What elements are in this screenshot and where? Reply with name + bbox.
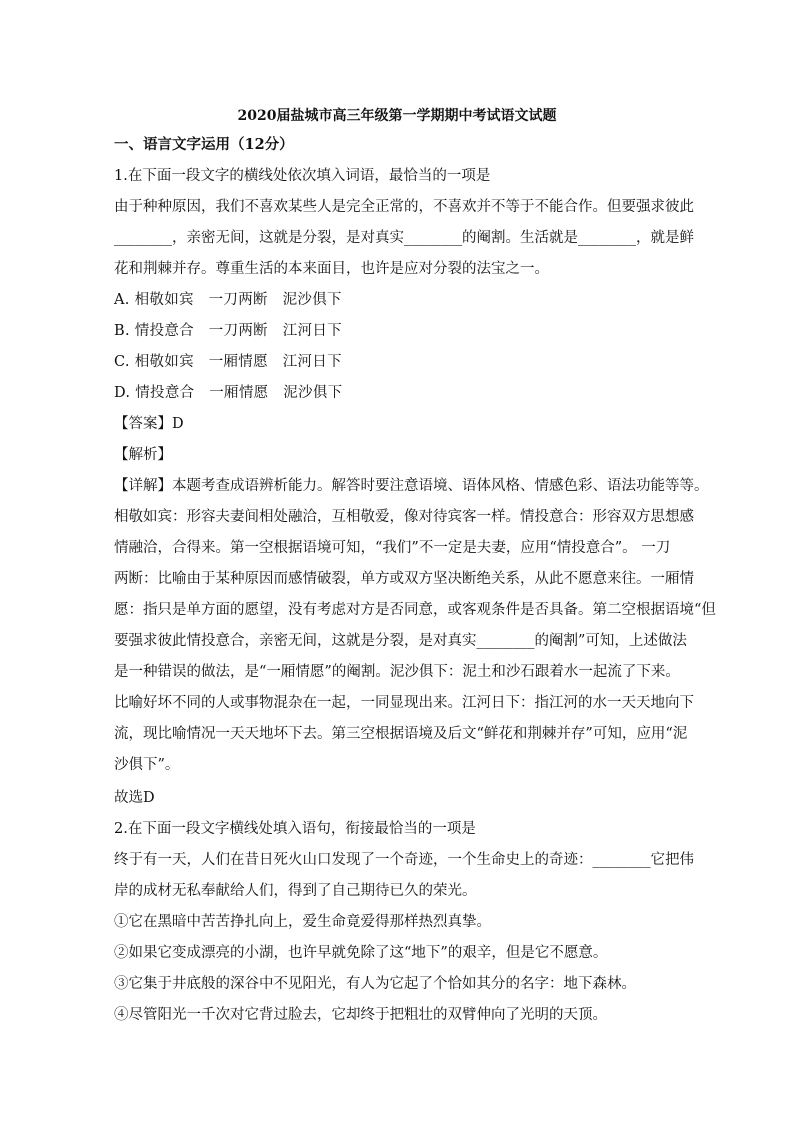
option-d: D. 情投意合 一厢情愿 泥沙俱下: [114, 385, 343, 401]
detail-line: 愿：指只是单方面的愿望，没有考虑对方是否同意，或客观条件是否具备。第二空根据语境“但: [114, 602, 716, 618]
detail-line: 情融洽，合得来。第一空根据语境可知，“我们”不一定是夫妻，应用“情投意合”。 一刀: [114, 540, 671, 556]
question-2-item: ②如果它变成漂亮的小湖，也许早就免除了这“地下”的艰辛，但是它不愿意。: [114, 945, 608, 961]
question-2-item: ④尽管阳光一千次对它背过脸去，它却终于把粗壮的双臂伸向了光明的天顶。: [114, 1007, 607, 1023]
detail-line: 流，现比喻情况一天天地坏下去。第三空根据语境及后文“鲜花和荆棘并存”可知，应用“泥: [114, 726, 688, 742]
detail-line: 比喻好坏不同的人或事物混杂在一起，一同显现出来。江河日下：指江河的水一天天地向下: [114, 695, 694, 711]
question-1-passage-line: ________，亲密无间，这就是分裂，是对真实________的阉割。生活就是________，就是鲜: [114, 230, 694, 246]
conclusion-line: 故选D: [114, 790, 155, 806]
question-1-passage-line: 花和荆棘并存。尊重生活的本来面目，也许是应对分裂的法宝之一。: [114, 261, 549, 277]
analysis-label: 【解析】: [114, 447, 172, 463]
detail-line: 两断：比喻由于某种原因而感情破裂，单方或双方坚决断绝关系，从此不愿意来往。一厢情: [114, 571, 694, 587]
option-c: C. 相敬如宾 一厢情愿 江河日下: [114, 354, 342, 370]
answer-line: 【答案】D: [114, 416, 184, 432]
question-2-item: ①它在黑暗中苦苦挣扎向上，爱生命竟爱得那样热烈真挚。: [114, 914, 491, 930]
detail-line: 要强求彼此情投意合，亲密无间，这就是分裂，是对真实________的阉割”可知，上述做法: [114, 633, 687, 649]
detail-line: 相敬如宾：形容夫妻间相处融洽，互相敬爱，像对待宾客一样。情投意合：形容双方思想感: [114, 509, 694, 525]
detail-line: 是一种错误的做法，是“一厢情愿”的阉割。泥沙俱下：泥土和沙石跟着水一起流了下来。: [114, 664, 680, 680]
detail-line: 沙俱下”。: [114, 757, 180, 773]
question-1-passage-line: 由于种种原因，我们不喜欢某些人是完全正常的，不喜欢并不等于不能合作。但要强求彼此: [114, 199, 694, 215]
section-heading: 一、语言文字运用（12分）: [114, 136, 294, 153]
question-2-item: ③它集于井底般的深谷中不见阳光，有人为它起了个恰如其分的名字：地下森林。: [114, 976, 636, 992]
option-a: A. 相敬如宾 一刀两断 泥沙俱下: [114, 292, 342, 308]
question-2-stem: 2.在下面一段文字横线处填入语句，衔接最恰当的一项是: [114, 821, 476, 837]
option-b: B. 情投意合 一刀两断 江河日下: [114, 323, 342, 339]
question-2-passage-line: 岸的成材无私奉献给人们，得到了自己期待已久的荣光。: [114, 883, 477, 899]
question-2-passage-line: 终于有一天，人们在昔日死火山口发现了一个奇迹，一个生命史上的奇迹：________它把伟: [114, 852, 694, 868]
question-1-stem: 1.在下面一段文字的横线处依次填入词语，最恰当的一项是: [114, 168, 491, 184]
page-title: 2020届盐城市高三年级第一学期期中考试语文试题: [237, 108, 557, 124]
detail-line: 【详解】本题考查成语辨析能力。解答时要注意语境、语体风格、情感色彩、语法功能等等。: [114, 478, 709, 494]
